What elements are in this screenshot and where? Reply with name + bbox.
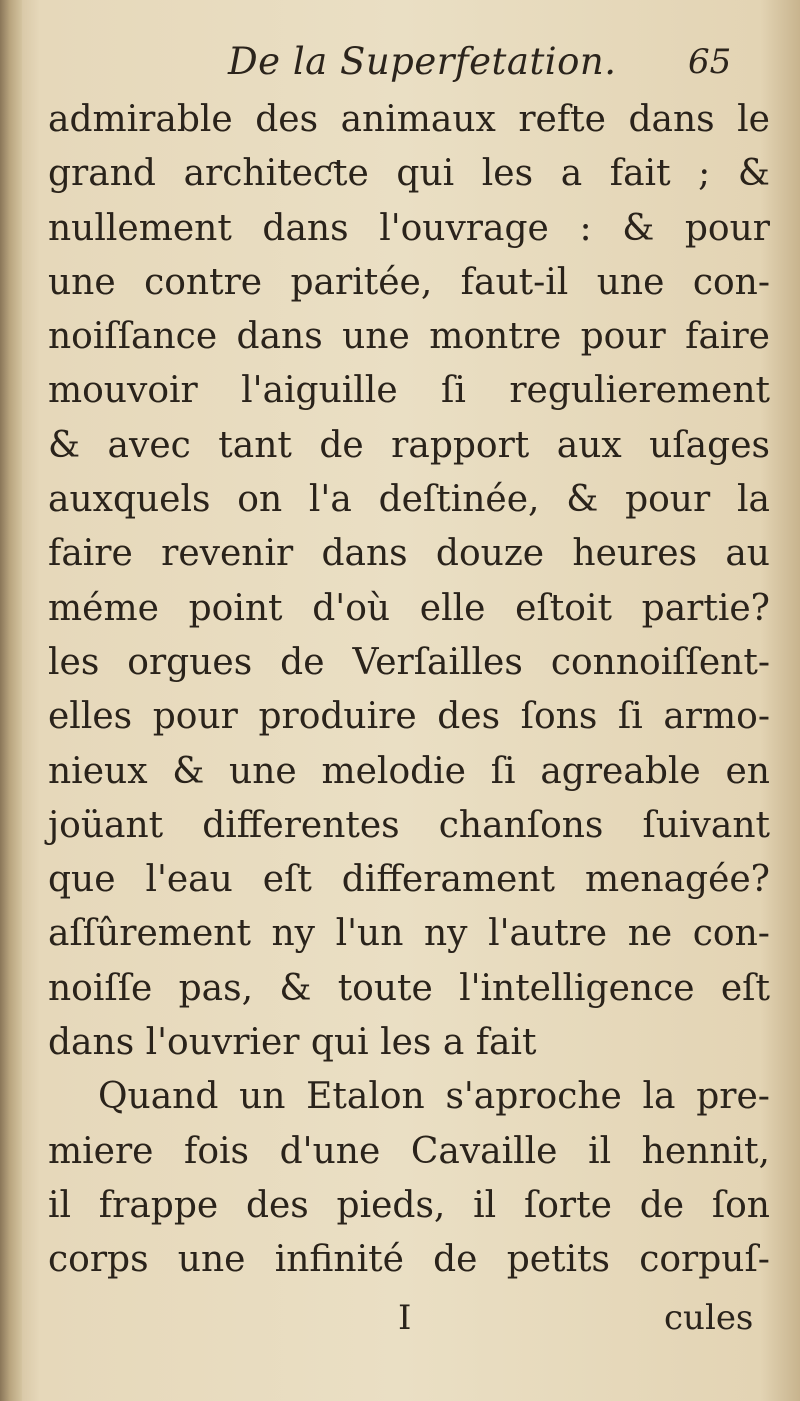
text-line: miere fois d'une Cavaille il hennit,	[48, 1130, 770, 1172]
text-line: méme point d'où elle eſtoit partie?	[48, 587, 770, 629]
text-line: admirable des animaux refte dans le	[48, 99, 770, 140]
page-header	[0, 40, 800, 90]
body-text	[48, 93, 770, 1288]
text-line: nieux & une melodie ſi agreable en	[48, 750, 770, 792]
text-line: que l'eau eſt differament menagée?	[48, 859, 770, 901]
text-line: & avec tant de rapport aux uſages	[48, 424, 770, 466]
text-line: elles pour produire des ſons ſi armo-	[48, 696, 770, 738]
text-line: mouvoir l'aiguille ſi regulierement	[48, 370, 770, 412]
text-line: corps une infinité de petits corpuſ-	[48, 1239, 770, 1281]
text-line: noiſſe pas, & toute l'intelligence eſt	[48, 967, 770, 1009]
text-line: auxquels on l'a deſtinée, & pour la	[48, 479, 770, 521]
page-number: 65	[688, 42, 732, 82]
text-line: noiſſance dans une montre pour faire	[48, 316, 770, 358]
signature-mark: I	[398, 1298, 412, 1338]
text-line: nullement dans l'ouvrage : & pour	[48, 207, 770, 249]
text-line: faire revenir dans douze heures au	[48, 533, 770, 575]
text-line: Quand un Etalon s'aproche la pre-	[98, 1076, 770, 1118]
text-line: une contre paritée, faut-il une con-	[48, 261, 770, 303]
text-line: dans l'ouvrier qui les a fait	[48, 1022, 537, 1064]
text-line: joüant differentes chanſons ſuivant	[48, 804, 770, 846]
running-title: De la Superfetation.	[228, 40, 617, 83]
text-line: il frappe des pieds, il ſorte de ſon	[48, 1184, 770, 1226]
text-line: les orgues de Verſailles connoiſſent-	[48, 641, 770, 683]
catchword: cules	[664, 1298, 754, 1338]
text-line: grand architeƈte qui les a fait ; &	[48, 153, 770, 195]
text-line: aſſûrement ny l'un ny l'autre ne con-	[48, 913, 770, 955]
page-footer	[0, 1298, 800, 1348]
page-gutter	[0, 0, 22, 1401]
